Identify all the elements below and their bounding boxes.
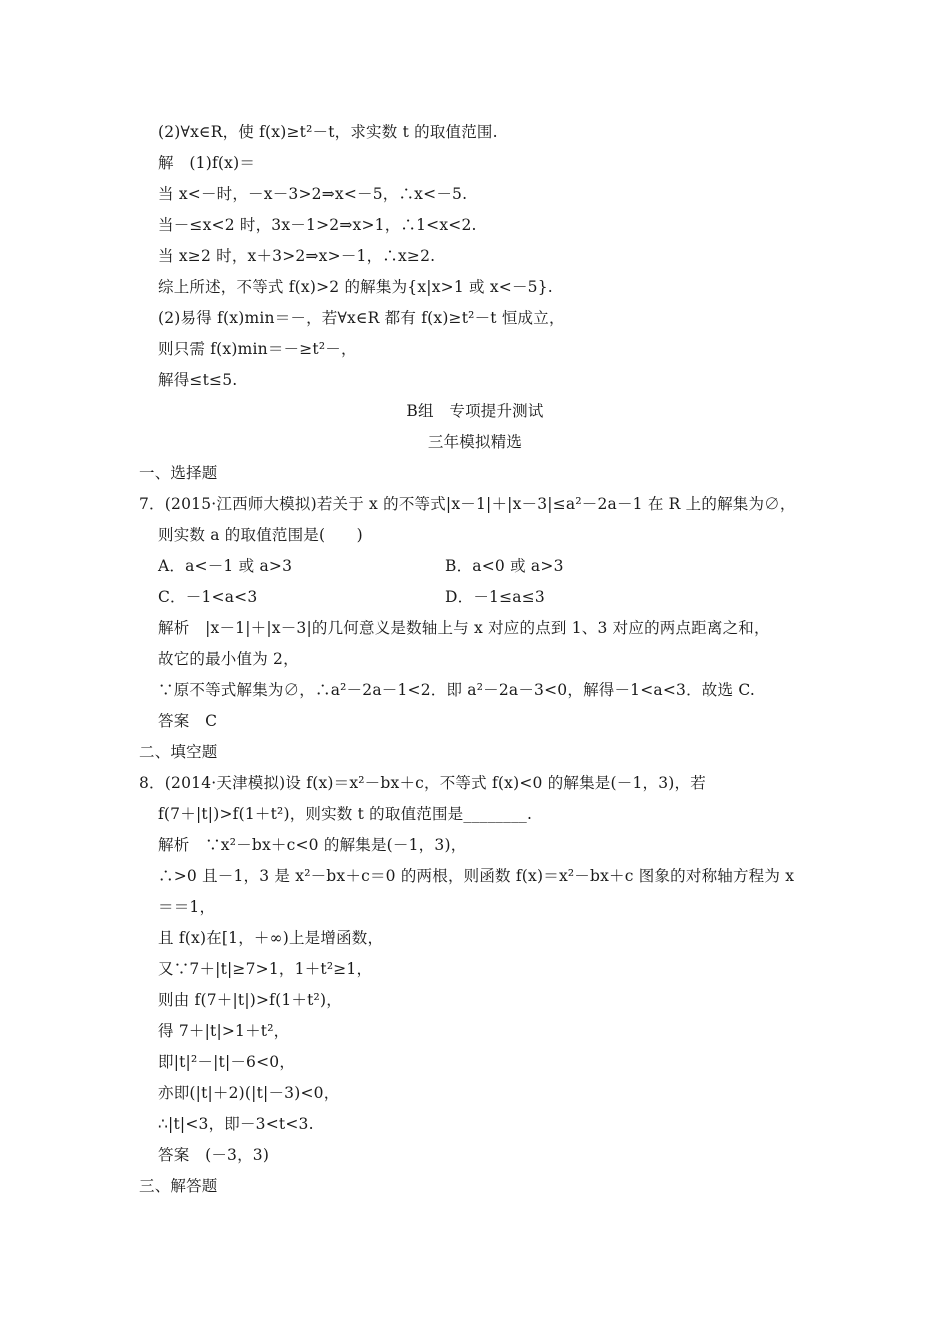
part-heading: 三、解答题 [139,1177,218,1195]
text-line: 解析 ∵x²－bx＋c<0 的解集是(－1，3)， [158,836,467,854]
text-line: 故它的最小值为 2， [158,650,299,668]
text-line: 亦即(|t|＋2)(|t|－3)<0， [158,1084,340,1102]
text-line: 解得≤t≤5. [158,371,238,389]
text-line: f(7＋|t|)>f(1＋t²)，则实数 t 的取值范围是________. [158,805,533,823]
option-b: B．a<0 或 a>3 [445,557,564,575]
text-line: ∴>0 且－1，3 是 x²－bx＋c＝0 的两根，则函数 f(x)＝x²－bx＋c 图象的对称轴方程为 x [158,867,795,885]
question-7: 7．(2015·江西师大模拟)若关于 x 的不等式|x－1|＋|x－3|≤a²－2a－1 在 R 上的解集为∅， [139,495,796,513]
text-line: ＝＝1， [158,898,216,916]
text-line: 则实数 a 的取值范围是( ) [158,526,363,544]
text-line: 当 x<－时，－x－3>2⇒x<－5，∴x<－5. [158,185,468,203]
text-line: 又∵7＋|t|≥7>1，1＋t²≥1， [158,960,373,978]
answer-line: 答案 C [158,712,218,730]
text-line: 且 f(x)在[1，＋∞)上是增函数， [158,929,384,947]
question-8: 8．(2014·天津模拟)设 f(x)＝x²－bx＋c，不等式 f(x)<0 的解集是(－1，3)，若 [139,774,706,792]
option-a: A．a<－1 或 a>3 [158,557,293,575]
text-line: 解 (1)f(x)＝ [158,154,256,172]
text-line: 则由 f(7＋|t|)>f(1＋t²)， [158,991,342,1009]
option-d: D．－1≤a≤3 [445,588,545,606]
text-line: 当 x≥2 时，x＋3>2⇒x>－1，∴x≥2. [158,247,436,265]
answer-line: 答案 (－3，3) [158,1146,270,1164]
text-line: 即|t|²－|t|－6<0， [158,1053,296,1071]
text-line: 得 7＋|t|>1＋t²， [158,1022,290,1040]
text-line: ∴|t|<3，即－3<t<3. [158,1115,314,1133]
part-heading: 一、选择题 [139,464,218,482]
text-line: (2)易得 f(x)min＝－，若∀x∈R 都有 f(x)≥t²－t 恒成立， [158,309,565,327]
option-c: C．－1<a<3 [158,588,258,606]
section-subheading: 三年模拟精选 [427,433,523,451]
text-line: 综上所述，不等式 f(x)>2 的解集为{x|x>1 或 x<－5}. [158,278,553,296]
text-line: 当－≤x<2 时，3x－1>2⇒x>1，∴1<x<2. [158,216,477,234]
text-line: 则只需 f(x)min＝－≥t²－， [158,340,357,358]
part-heading: 二、填空题 [139,743,218,761]
section-heading: B组 专项提升测试 [406,402,544,420]
text-line: 解析 |x－1|＋|x－3|的几何意义是数轴上与 x 对应的点到 1、3 对应的两点距离之和， [158,619,770,637]
text-line: ∵原不等式解集为∅，∴a²－2a－1<2．即 a²－2a－3<0，解得－1<a<3．故选 C. [158,681,755,699]
text-line: (2)∀x∈R，使 f(x)≥t²－t，求实数 t 的取值范围. [158,123,498,141]
